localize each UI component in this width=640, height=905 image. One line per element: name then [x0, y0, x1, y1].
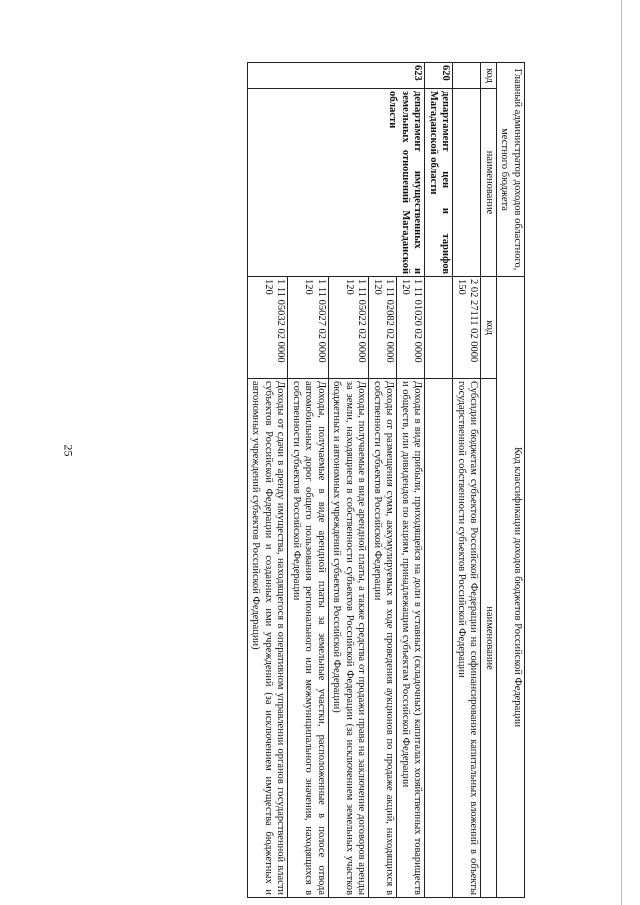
- class-code-cell: 1 11 05032 02 0000 120: [248, 277, 289, 379]
- admin-name-cell: [453, 89, 481, 277]
- class-name-cell: Доходы от сдачи в аренду имущества, находящегося в оперативном управлении органов государственной власти субъектов Российской Федерации и созданных ими учреждений (за исключением имущества бюджетных и автономных учреждений субъектов Российской Федерации): [248, 379, 289, 898]
- class-name-cell: Доходы, получаемые в виде арендной платы за земельные участки, расположенные в полосе отвода автомобильных дорог общего пользования регионального или межмуниципального значения, находящихся в собственности субъектов Российской Федерации: [288, 379, 329, 898]
- class-name-cell: Доходы от размещения сумм, аккумулируемых в ходе проведения аукционов по продаже акций, находящихся в собственности субъектов Российской Федерации: [369, 379, 397, 898]
- class-code-cell: 1 11 05027 02 0000 120: [288, 277, 329, 379]
- admin-name-cell: департамент цен и тарифов Магаданской области: [425, 89, 453, 277]
- class-code-cell: 2 02 27111 02 0000 150: [453, 277, 481, 379]
- class-code-cell: 1 11 05022 02 0000 120: [329, 277, 370, 379]
- header-class-group: Код классификации доходов бюджетов Российской Федерации: [497, 277, 525, 898]
- page-number: 25: [61, 444, 76, 457]
- table-row: [453, 63, 481, 898]
- class-name-cell: [425, 379, 453, 898]
- class-code-cell: 1 11 02082 02 0000 120: [369, 277, 397, 379]
- admin-code-cell: [453, 63, 481, 89]
- class-name-cell: Субсидии бюджетам субъектов Российской Федерации на софинансирование капитальных вложений в объекты государственной собственности субъектов Российской Федерации: [453, 379, 481, 898]
- scan-edge-line: [621, 0, 622, 905]
- header-admin-group: Главный администратор доходов областного, местного бюджета: [497, 63, 525, 277]
- rotated-table-container: [115, 62, 525, 897]
- class-name-cell: Доходы в виде прибыли, приходящейся на доли в уставных (складочных) капиталах хозяйственных товариществ и обществ, или дивидендов по акциям, принадлежащим субъектам Российской Федерации: [397, 379, 425, 898]
- header-col-class-name: наименование: [481, 379, 497, 898]
- header-col-code: код: [481, 63, 497, 89]
- admin-code-cell: 623: [248, 63, 426, 89]
- header-col-class-code: код: [481, 277, 497, 379]
- revenue-classification-table: [247, 62, 525, 898]
- header-col-name: наименование: [481, 89, 497, 277]
- admin-code-cell: 620: [425, 63, 453, 89]
- table-row: [397, 63, 425, 898]
- class-code-cell: [425, 277, 453, 379]
- admin-name-cell: департамент имущественных и земельных отношений Магаданской области: [248, 89, 426, 277]
- table-row: [425, 63, 453, 898]
- class-name-cell: Доходы, получаемые в виде арендной платы, а также средства от продажи права на заключение договоров аренды за земли, находящиеся в собственности субъектов Российской Федерации (за исключением земельных участков бюджетных и автономных учреждений субъектов Российской Федерации): [329, 379, 370, 898]
- class-code-cell: 1 11 01020 02 0000 120: [397, 277, 425, 379]
